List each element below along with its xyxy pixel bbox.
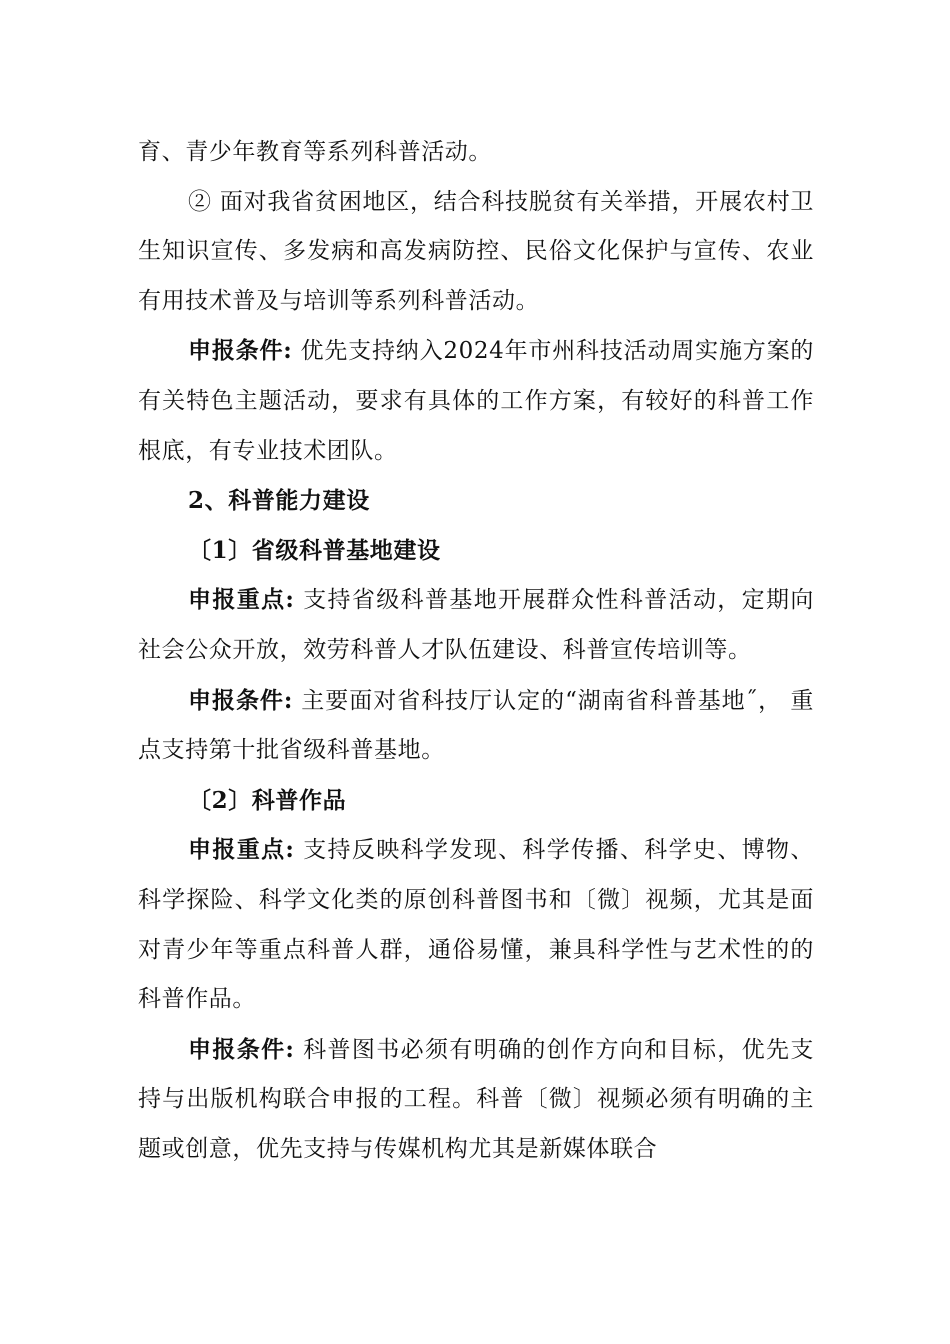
paragraph-poverty-areas — [138, 178, 814, 327]
paragraph-text: 育、青少年教育等系列科普活动。 — [138, 139, 492, 165]
paragraph-text: 科普图书必须有明确的创作方向和目标，优先支持与出版机构联合申报的工程。科普〔微〕视频必须有明确的主题或创意，优先支持与传媒机构尤其是新媒体联合 — [138, 1036, 814, 1162]
paragraph-continuation — [138, 128, 814, 178]
paragraph-label: 申报重点: — [188, 586, 295, 614]
paragraph-label: 申报条件: — [188, 1035, 295, 1063]
paragraph-application-conditions-2 — [138, 676, 814, 776]
subsection-heading-science-works: 〔2〕科普作品 — [188, 786, 347, 814]
paragraph-label: 申报条件: — [188, 337, 293, 365]
paragraph-application-conditions-1 — [138, 326, 814, 476]
subsection-heading-science-bases: 〔1〕省级科普基地建设 — [188, 536, 441, 564]
paragraph-text: ② 面对我省贫困地区，结合科技脱贫有关举措，开展农村卫生知识宣传、多发病和高发病防控、民俗文化保护与宣传、农业有用技术普及与培训等系列科普活动。 — [138, 188, 814, 314]
paragraph-application-conditions-3 — [138, 1025, 814, 1175]
paragraph-text: 支持省级科普基地开展群众性科普活动，定期向社会公众开放，效劳科普人才队伍建设、科普宣传培训等。 — [138, 587, 814, 663]
paragraph-application-focus-2 — [138, 825, 814, 1024]
paragraph-application-focus-1 — [138, 575, 814, 675]
paragraph-label: 申报条件: — [188, 686, 294, 714]
paragraph-text: 支持反映科学发现、科学传播、科学史、博物、科学探险、科学文化类的原创科普图书和〔微〕视频，尤其是面对青少年等重点科普人群，通俗易懂，兼具科学性与艺术性的的科普作品。 — [138, 837, 814, 1013]
paragraph-label: 申报重点: — [188, 836, 295, 864]
paragraph-text: 主要面对省科技厅认定的“湖南省科普基地˝， 重点支持第十批省级科普基地。 — [138, 687, 815, 764]
paragraph-text: 优先支持纳入2024年市州科技活动周实施方案的有关特色主题活动，要求有具体的工作方案，有较好的科普工作根底，有专业技术团队。 — [138, 338, 814, 464]
document-page — [138, 128, 814, 1174]
section-heading-capacity-building: 2、科普能力建设 — [188, 487, 370, 515]
